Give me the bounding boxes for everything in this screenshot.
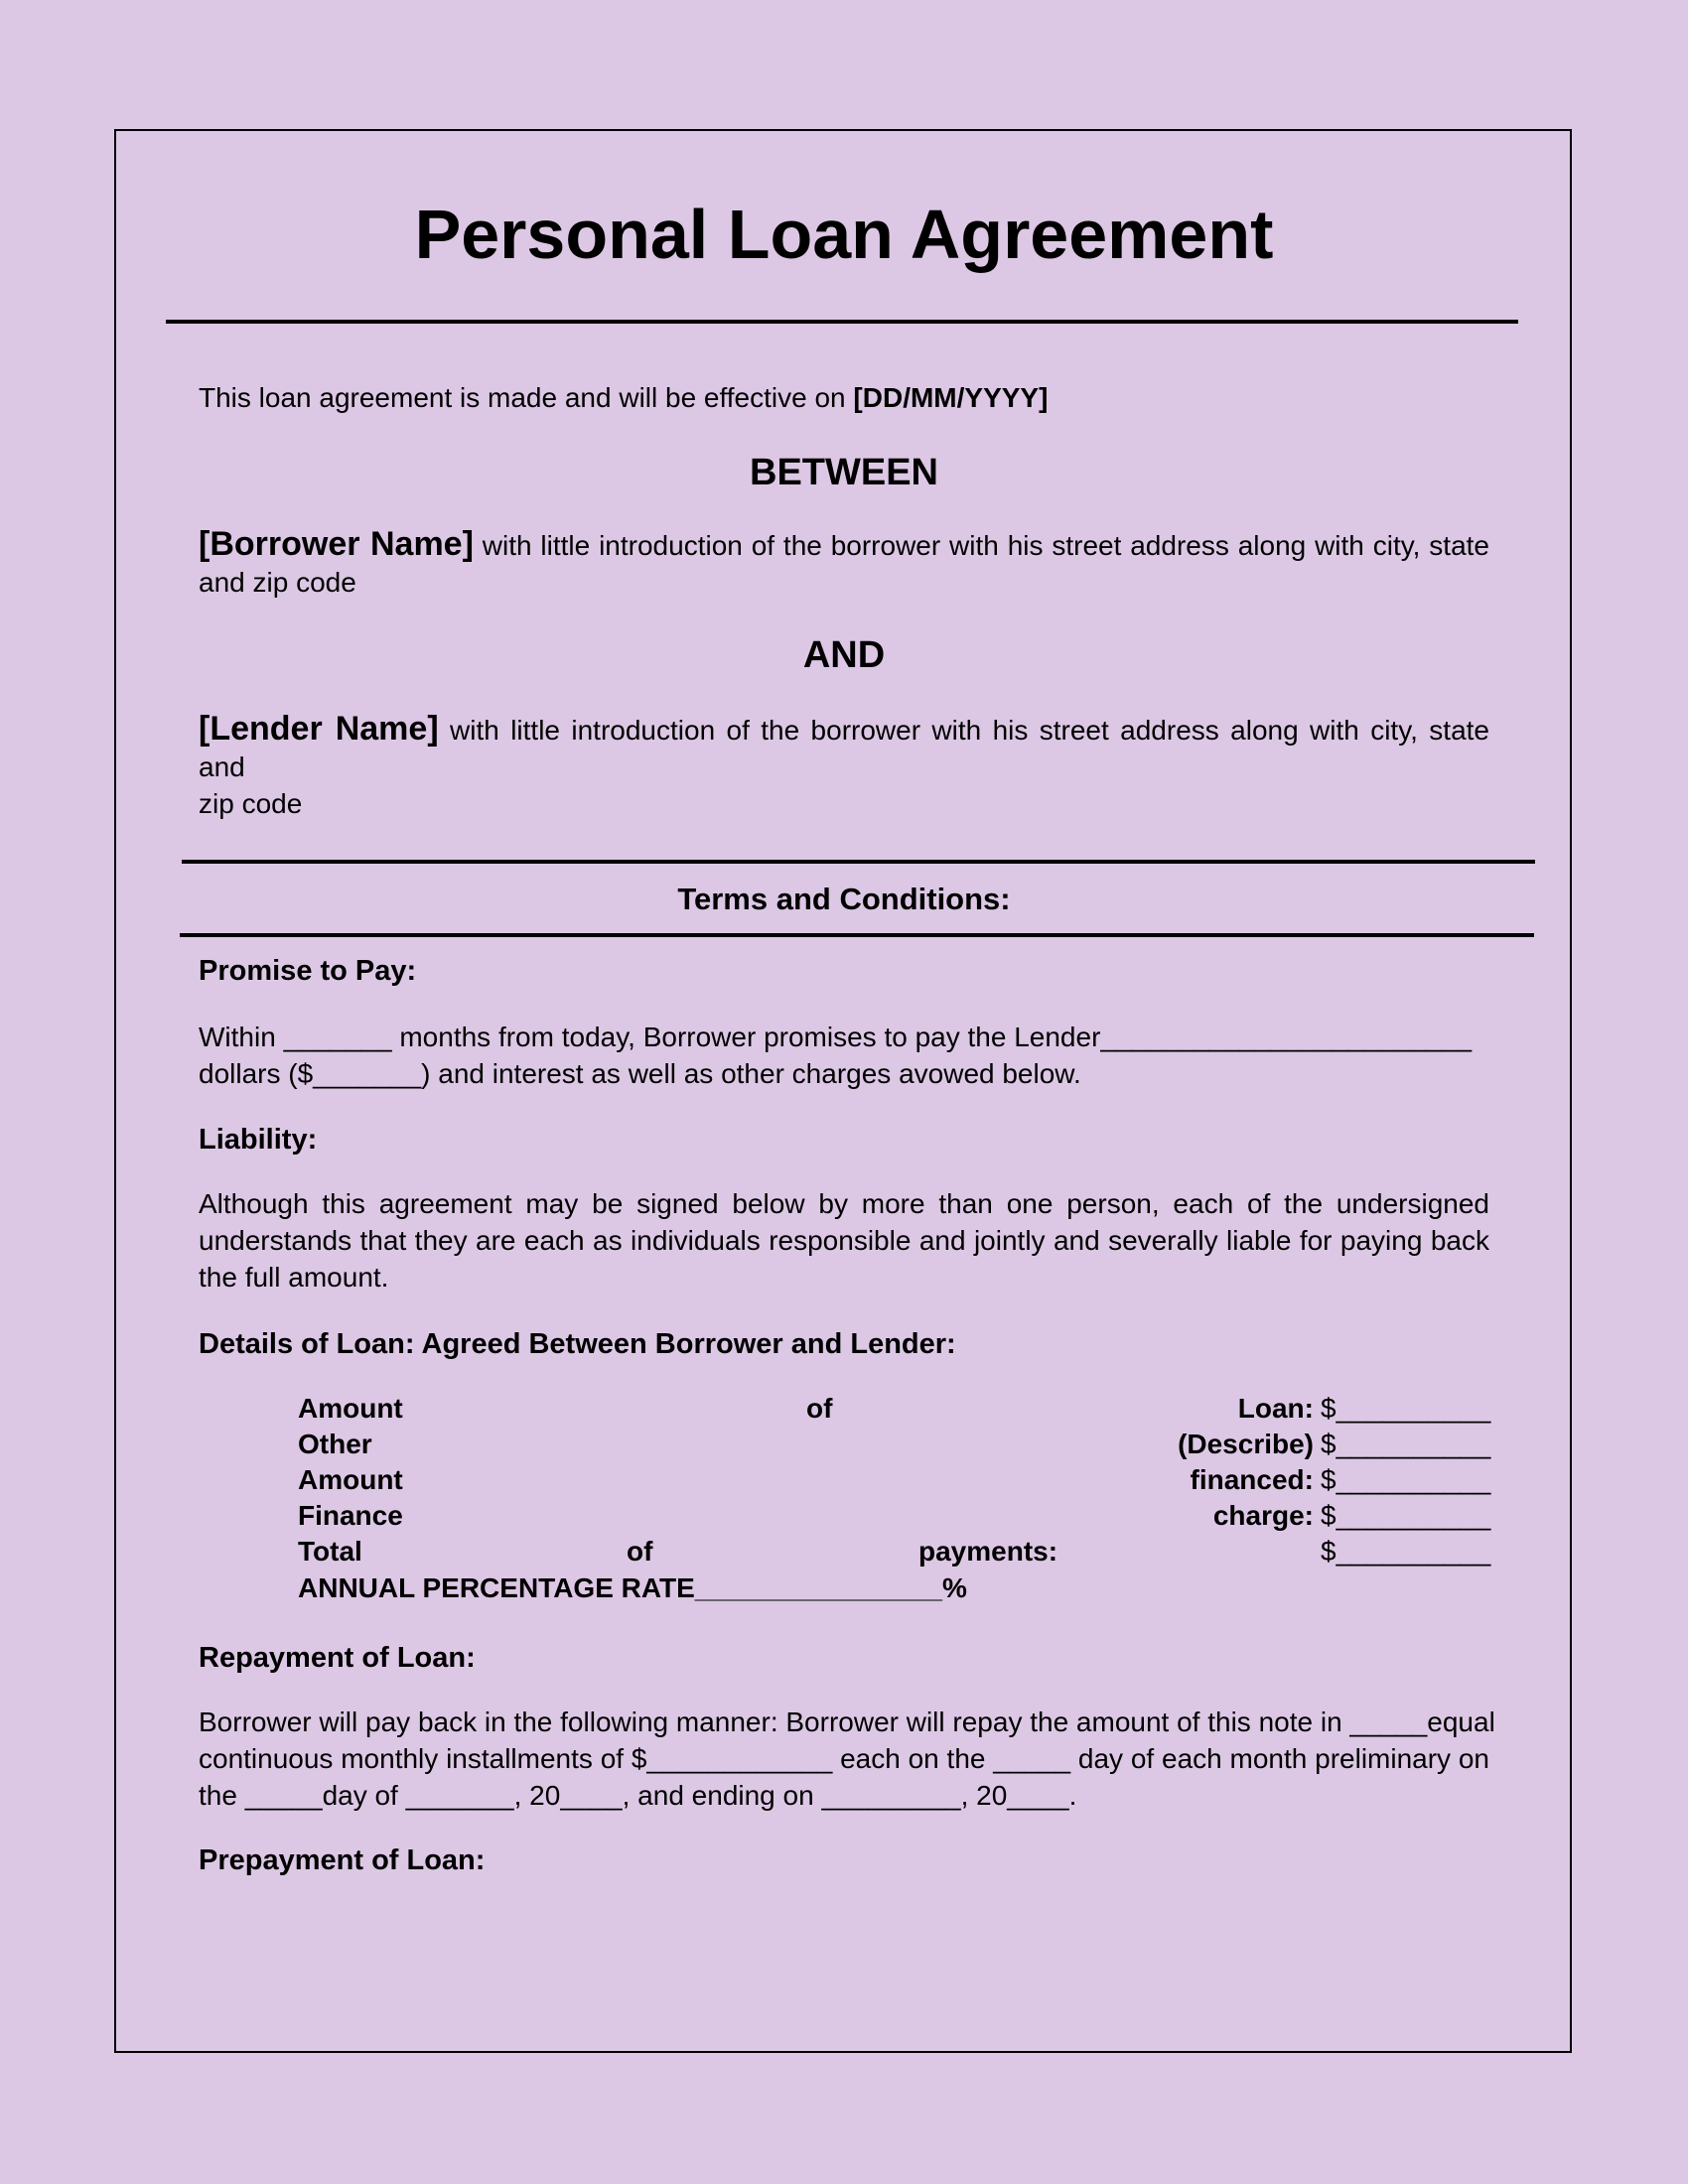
repayment-heading: Repayment of Loan: — [199, 1642, 476, 1674]
effective-date-placeholder: [DD/MM/YYYY] — [853, 382, 1049, 413]
details-row-a-1: Other — [298, 1429, 372, 1459]
liability-line-1: Although this agreement may be signed below by more than one person, each of the undersigned — [199, 1188, 1489, 1219]
lender-block — [199, 711, 1489, 822]
details-row-c-3: charge: — [1212, 1500, 1314, 1531]
details-row-a-2: Amount — [298, 1464, 403, 1495]
repayment-line-3: the _____day of _______, 20____, and ending on _________, 20____. — [199, 1780, 1077, 1811]
details-heading: Details of Loan: Agreed Between Borrower and Lender: — [199, 1328, 956, 1360]
and-label: AND — [802, 634, 886, 676]
lender-description: with little introduction of the borrower with his street address along with city, state and — [199, 715, 1489, 782]
promise-heading: Promise to Pay: — [199, 955, 417, 987]
promise-paragraph — [199, 1019, 1489, 1092]
liability-heading: Liability: — [199, 1124, 318, 1156]
promise-line-2: dollars ($_______) and interest as well as other charges avowed below. — [199, 1058, 1081, 1089]
promise-line-1: Within _______ months from today, Borrower promises to pay the Lender________________________ — [199, 1022, 1473, 1052]
repayment-line-1: Borrower will pay back in the following manner: Borrower will repay the amount of this note in _____equal — [199, 1706, 1495, 1737]
details-row-blank-4: $__________ — [1321, 1536, 1491, 1567]
details-row-blank-3: $__________ — [1321, 1500, 1491, 1531]
document-title: Personal Loan Agreement — [414, 196, 1274, 273]
details-row-a-3: Finance — [298, 1500, 403, 1531]
borrower-line-1 — [199, 526, 1489, 564]
details-row-blank-1: $__________ — [1321, 1429, 1491, 1459]
details-row-b-0: of — [806, 1393, 833, 1424]
lender-line-2: zip code — [199, 788, 303, 819]
liability-paragraph — [199, 1185, 1489, 1296]
terms-bottom-rule — [180, 933, 1534, 937]
details-row-a-4: Total — [298, 1536, 362, 1567]
terms-top-rule — [182, 860, 1535, 864]
details-row-blank-2: $__________ — [1321, 1464, 1491, 1495]
borrower-description: with little introduction of the borrower with his street address along with city, state — [473, 530, 1489, 561]
between-label: BETWEEN — [750, 452, 938, 493]
terms-heading: Terms and Conditions: — [677, 882, 1011, 916]
apr-line: ANNUAL PERCENTAGE RATE________________% — [298, 1572, 967, 1603]
details-row-b-4: of — [627, 1536, 653, 1567]
details-row-c-0: Loan: — [1237, 1393, 1314, 1424]
title-divider — [166, 320, 1518, 324]
details-row-c-4: payments: — [918, 1536, 1058, 1567]
details-row-a-0: Amount — [298, 1393, 403, 1424]
intro-text: This loan agreement is made and will be effective on — [199, 382, 854, 413]
borrower-line-2: and zip code — [199, 567, 356, 598]
intro-line — [199, 379, 1048, 416]
liability-line-3: the full amount. — [199, 1262, 389, 1293]
repayment-paragraph — [199, 1704, 1495, 1814]
lender-line-1 — [199, 711, 1489, 785]
liability-line-2: understands that they are each as individuals responsible and jointly and severally liable for paying back — [199, 1225, 1489, 1256]
repayment-line-2: continuous monthly installments of $____________ each on the _____ day of each month preliminary on — [199, 1743, 1489, 1774]
details-row-blank-0: $__________ — [1321, 1393, 1491, 1424]
borrower-block — [199, 526, 1489, 601]
details-row-c-1: (Describe) — [1178, 1429, 1314, 1459]
lender-name: [Lender Name] — [199, 710, 439, 748]
details-row-c-2: financed: — [1190, 1464, 1314, 1495]
prepayment-heading: Prepayment of Loan: — [199, 1844, 486, 1876]
borrower-name: [Borrower Name] — [199, 525, 474, 563]
